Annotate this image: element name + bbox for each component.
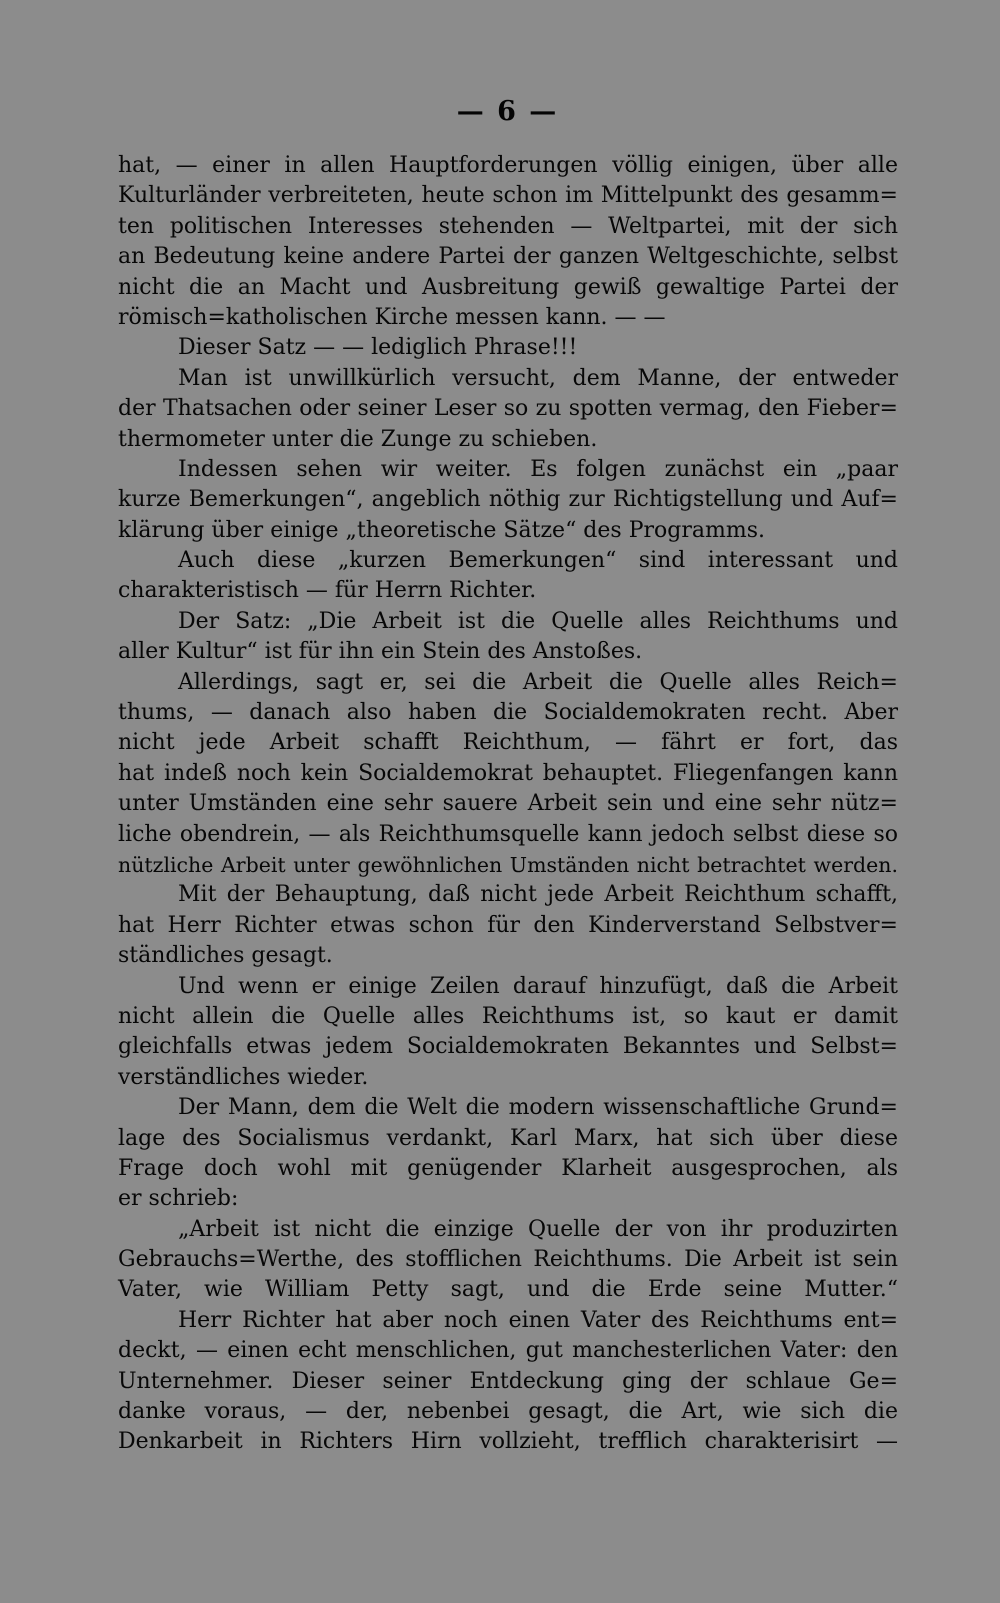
text-line: aller Kultur“ ist für ihn ein Stein des Anstoßes. [118,639,643,665]
text-line: Unternehmer. Dieser seiner Entdeckung ging der schlaue Ge= [118,1368,898,1394]
text-line: hat indeß noch kein Socialdemokrat behauptet. Fliegenfangen kann [118,760,898,786]
text-line: Mit der Behauptung, daß nicht jede Arbeit Reichthum schafft, [178,882,898,908]
text-line: nicht die an Macht und Ausbreitung gewiß gewaltige Partei der [118,274,898,300]
body-text [118,151,898,1458]
text-line: Kulturländer verbreiteten, heute schon im Mittelpunkt des gesamm= [118,183,898,209]
text-line: der Thatsachen oder seiner Leser so zu spotten vermag, den Fieber= [118,396,898,422]
text-line: charakteristisch — für Herrn Richter. [118,578,537,604]
text-line: gleichfalls etwas jedem Socialdemokraten Bekanntes und Selbst= [118,1034,898,1060]
text-line: Der Mann, dem die Welt die modern wissenschaftliche Grund= [178,1095,898,1121]
text-line: er schrieb: [118,1186,239,1212]
text-line: deckt, — einen echt menschlichen, gut manchesterlichen Vater: den [118,1338,898,1364]
text-line: kurze Bemerkungen“, angeblich nöthig zur Richtigstellung und Auf= [118,487,898,513]
text-line: verständliches wieder. [118,1064,369,1090]
text-line: Allerdings, sagt er, sei die Arbeit die Quelle alles Reich= [178,669,898,695]
text-line: unter Umständen eine sehr sauere Arbeit sein und eine sehr nütz= [118,791,898,817]
text-line: Auch diese „kurzen Bemerkungen“ sind interessant und [178,548,898,574]
text-line: ten politischen Interesses stehenden — Weltpartei, mit der sich [118,213,898,239]
text-line: Dieser Satz — — lediglich Phrase!!! [178,335,578,361]
text-line: nützliche Arbeit unter gewöhnlichen Umständen nicht betrachtet werden. [118,852,898,877]
text-line: römisch=katholischen Kirche messen kann. — — [118,304,666,330]
text-line: Herr Richter hat aber noch einen Vater des Reichthums ent= [178,1307,898,1333]
text-line: Und wenn er einige Zeilen darauf hinzufügt, daß die Arbeit [178,973,898,999]
text-line: liche obendrein, — als Reichthumsquelle kann jedoch selbst diese so [118,821,898,847]
text-line: Frage doch wohl mit genügender Klarheit ausgesprochen, als [118,1155,898,1181]
text-line: danke voraus, — der, nebenbei gesagt, die Art, wie sich die [118,1399,898,1425]
text-line: „Arbeit ist nicht die einzige Quelle der von ihr produzirten [178,1216,898,1242]
page-number: — 6 — [456,96,559,127]
text-line: lage des Socialismus verdankt, Karl Marx, hat sich über diese [118,1125,898,1151]
text-line: Vater, wie William Petty sagt, und die Erde seine Mutter.“ [118,1277,898,1303]
text-line: thermometer unter die Zunge zu schieben. [118,426,598,452]
text-line: Denkarbeit in Richters Hirn vollzieht, trefflich charakterisirt — [118,1429,898,1455]
text-line: hat Herr Richter etwas schon für den Kinderverstand Selbstver= [118,912,898,938]
text-line: nicht allein die Quelle alles Reichthums ist, so kaut er damit [118,1003,898,1029]
text-line: nicht jede Arbeit schafft Reichthum, — fährt er fort, das [118,730,898,756]
text-line: klärung über einige „theoretische Sätze“ des Programms. [118,517,765,543]
text-line: Man ist unwillkürlich versucht, dem Manne, der entweder [178,365,898,391]
text-line: ständliches gesagt. [118,943,333,969]
text-line: Indessen sehen wir weiter. Es folgen zunächst ein „paar [178,456,898,482]
text-line: an Bedeutung keine andere Partei der ganzen Weltgeschichte, selbst [118,244,898,270]
text-line: Der Satz: „Die Arbeit ist die Quelle alles Reichthums und [178,608,898,634]
text-line: thums, — danach also haben die Socialdemokraten recht. Aber [118,700,898,726]
text-line: Gebrauchs=Werthe, des stofflichen Reichthums. Die Arbeit ist sein [118,1247,898,1273]
text-line: hat, — einer in allen Hauptforderungen völlig einigen, über alle [118,153,898,178]
